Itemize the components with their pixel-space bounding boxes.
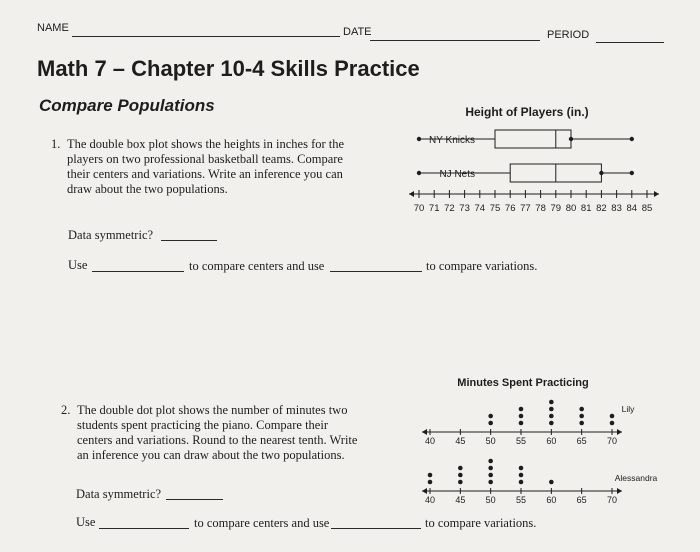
- dot-point: [610, 421, 615, 426]
- problem1-line: their centers and variations. Write an inference you can: [67, 167, 343, 181]
- problem1-centers-label: to compare centers and use: [189, 259, 325, 273]
- dot-tick-label: 70: [606, 436, 618, 446]
- dot-point: [549, 407, 554, 412]
- problem1-use-label: Use: [68, 258, 88, 272]
- dot-point: [579, 421, 584, 426]
- dot-point: [519, 407, 524, 412]
- box-min-point: [417, 171, 421, 175]
- box-tick-label: 70: [413, 203, 425, 214]
- dot-point: [519, 473, 524, 478]
- dot-tick-label: 65: [576, 495, 587, 505]
- box-series-label: NJ Nets: [439, 169, 475, 180]
- box-tick-label: 74: [474, 203, 486, 214]
- dot-tick-label: 45: [455, 495, 466, 505]
- box-max-point: [630, 171, 634, 175]
- dot-tick-label: 55: [515, 495, 527, 505]
- box-tick-label: 71: [428, 203, 440, 214]
- box-mean-point: [599, 171, 603, 175]
- dot-tick-label: 55: [515, 436, 527, 446]
- problem1-line: draw about the two populations.: [67, 182, 228, 196]
- dot-point: [519, 421, 524, 426]
- box-tick-label: 85: [641, 203, 653, 214]
- box-tick-label: 84: [626, 203, 638, 214]
- dot-axis-arrow-right: [617, 429, 622, 435]
- box-body: [495, 130, 571, 148]
- dot-series-label: Alessandra: [614, 473, 658, 483]
- box-tick-label: 78: [535, 203, 546, 214]
- dot-point: [458, 473, 463, 478]
- dot-tick-label: 65: [576, 436, 587, 446]
- dot-axis-arrow-left: [422, 488, 427, 494]
- box-max-point: [630, 137, 634, 141]
- dot-point: [488, 473, 493, 478]
- dot-tick-label: 50: [485, 495, 496, 505]
- problem2-centers-label: to compare centers and use: [194, 516, 330, 530]
- dot-point: [458, 466, 463, 471]
- dot-tick-label: 60: [546, 436, 557, 446]
- page-title: Math 7 – Chapter 10-4 Skills Practice: [37, 56, 420, 81]
- problem1-variations-label: to compare variations.: [426, 259, 538, 273]
- problem2-use-label: Use: [76, 515, 96, 529]
- problem2-variations-label: to compare variations.: [425, 516, 537, 530]
- problem2-line: The double dot plot shows the number of minutes two: [77, 403, 348, 417]
- box-tick-label: 72: [444, 203, 455, 214]
- dot-point: [519, 466, 524, 471]
- box-tick-label: 83: [611, 203, 622, 214]
- box-tick-label: 76: [504, 203, 516, 214]
- dot-point: [488, 421, 493, 426]
- box-tick-label: 73: [459, 203, 470, 214]
- dot-point: [488, 480, 493, 485]
- dot-tick-label: 40: [424, 495, 436, 505]
- problem1-number: 1.: [51, 137, 61, 151]
- dot-axis-arrow-right: [617, 488, 622, 494]
- problem2-symmetric-label: Data symmetric?: [76, 487, 162, 501]
- dot-axis-arrow-left: [422, 429, 427, 435]
- dot-tick-label: 50: [485, 436, 496, 446]
- dot-point: [549, 480, 554, 485]
- dot-tick-label: 40: [424, 436, 436, 446]
- dot-point: [549, 400, 554, 405]
- box-min-point: [417, 137, 421, 141]
- dot-point: [519, 480, 524, 485]
- dot-point: [488, 466, 493, 471]
- date-label: DATE: [343, 26, 372, 38]
- box-tick-label: 82: [596, 203, 607, 214]
- box-tick-label: 75: [489, 203, 501, 214]
- dot-tick-label: 45: [455, 436, 466, 446]
- problem1-line: players on two professional basketball teams. Compare: [67, 152, 343, 166]
- dot-point: [428, 480, 433, 485]
- dot-point: [579, 407, 584, 412]
- box-axis-arrow-right: [654, 191, 659, 197]
- box-tick-label: 80: [565, 203, 577, 214]
- problem2-line: an inference you can draw about the two populations.: [77, 448, 345, 462]
- dot-point: [610, 414, 615, 419]
- box-tick-label: 79: [550, 203, 562, 214]
- dot-tick-label: 60: [546, 495, 557, 505]
- problem1-symmetric-label: Data symmetric?: [68, 228, 154, 242]
- box-series-label: NY Knicks: [429, 135, 475, 146]
- dot-point: [488, 459, 493, 464]
- dot-series-label: Lily: [621, 404, 635, 414]
- problem1-line: The double box plot shows the heights in inches for the: [67, 137, 345, 151]
- dot-chart-title: Minutes Spent Practicing: [457, 377, 589, 389]
- box-tick-label: 81: [580, 203, 592, 214]
- dot-point: [579, 414, 584, 419]
- box-mean-point: [569, 137, 573, 141]
- dot-point: [488, 414, 493, 419]
- period-label: PERIOD: [547, 29, 590, 41]
- problem2-number: 2.: [61, 403, 71, 417]
- problem2-line: centers and variations. Round to the nearest tenth. Write: [77, 433, 358, 447]
- dot-point: [549, 421, 554, 426]
- box-chart-title: Height of Players (in.): [465, 105, 589, 119]
- problem2-line: students spent practicing the piano. Compare their: [77, 418, 328, 432]
- dot-point: [458, 480, 463, 485]
- dot-point: [549, 414, 554, 419]
- dot-point: [519, 414, 524, 419]
- dot-point: [428, 473, 433, 478]
- dot-tick-label: 70: [606, 495, 618, 505]
- box-tick-label: 77: [520, 203, 531, 214]
- name-label: NAME: [37, 22, 69, 34]
- box-axis-arrow-left: [409, 191, 414, 197]
- section-subtitle: Compare Populations: [39, 96, 215, 115]
